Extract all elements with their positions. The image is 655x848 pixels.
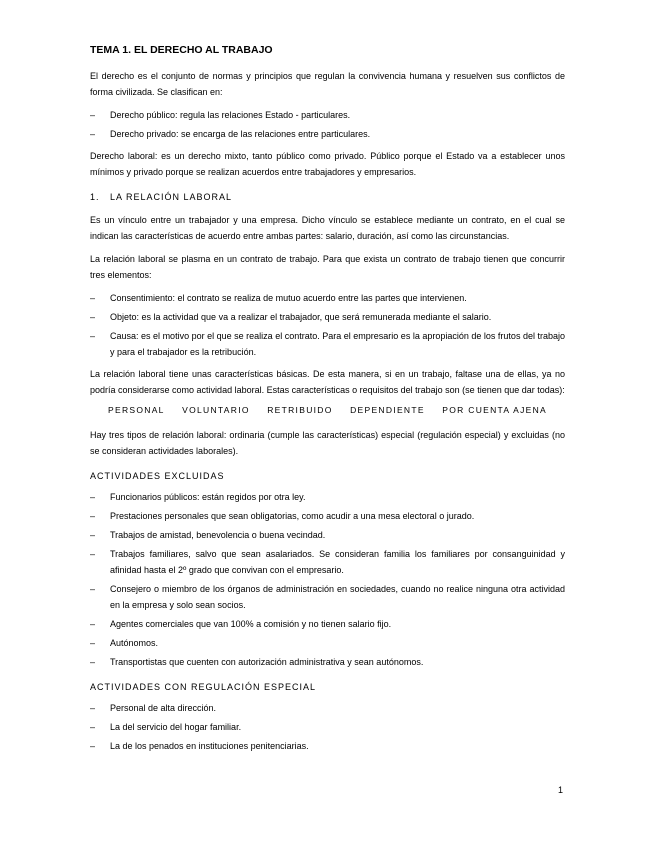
elements-list — [90, 290, 565, 360]
list-item: – Agentes comerciales que van 100% a comisión y no tienen salario fijo. — [90, 616, 565, 632]
list-item: – Personal de alta dirección. — [90, 700, 565, 716]
document-page — [90, 44, 565, 760]
intro-paragraph: El derecho es el conjunto de normas y principios que regulan la convivencia humana y resuelven sus conflictos de forma civilizada. Se clasifican en: — [90, 71, 565, 97]
list-item: – Causa: es el motivo por el que se realiza el contrato. Para el empresario es la apropiación de los frutos del trabajo y para el trabajador es la retribución. — [90, 328, 565, 360]
list-item: – La de los penados en instituciones penitenciarias. — [90, 738, 565, 754]
special-heading: ACTIVIDADES CON REGULACIÓN ESPECIAL — [90, 682, 317, 692]
section-number: 1. — [90, 192, 100, 202]
characteristics-row — [90, 405, 565, 415]
relation-paragraph-1: Es un vínculo entre un trabajador y una empresa. Dicho vínculo se establece mediante un contrato, en el cual se indican las características de acuerdo entre ambas partes: salario, duración, así como las circunstancias. — [90, 215, 565, 241]
list-item: – Objeto: es la actividad que va a realizar el trabajador, que será remunerada mediante el salario. — [90, 309, 565, 325]
list-item: – Consejero o miembro de los órganos de administración en sociedades, cuando no realice ninguna otra actividad en la empresa y solo sean socios. — [90, 581, 565, 613]
section-heading — [90, 192, 565, 202]
list-item: – Trabajos familiares, salvo que sean asalariados. Se consideran familia los familiares por consanguinidad y afinidad hasta el 2º grado que convivan con el empresario. — [90, 546, 565, 578]
law-types-list — [90, 107, 565, 142]
characteristic-item: DEPENDIENTE — [350, 405, 425, 415]
list-item: – Derecho público: regula las relaciones Estado - particulares. — [90, 107, 565, 123]
relation-paragraph-3: La relación laboral tiene unas características básicas. De esta manera, si en un trabajo, faltase una de ellas, ya no podría considerarse como actividad laboral. Estas características o requisitos del trabajo son (se tienen que dar todas): — [90, 369, 565, 395]
list-item: – Transportistas que cuenten con autorización administrativa y sean autónomos. — [90, 654, 565, 670]
characteristic-item: VOLUNTARIO — [182, 405, 250, 415]
excluded-heading: ACTIVIDADES EXCLUIDAS — [90, 471, 225, 481]
labor-law-paragraph: Derecho laboral: es un derecho mixto, tanto público como privado. Público porque el Estado va a establecer unos mínimos y privado porque se realizan acuerdos entre trabajadores y empresarios. — [90, 151, 565, 177]
section-title: LA RELACIÓN LABORAL — [110, 192, 233, 202]
list-item: – Funcionarios públicos: están regidos por otra ley. — [90, 489, 565, 505]
characteristic-item: POR CUENTA AJENA — [442, 405, 547, 415]
special-list — [90, 700, 565, 754]
page-number: 1 — [558, 785, 564, 795]
excluded-list — [90, 489, 565, 670]
list-item: – Autónomos. — [90, 635, 565, 651]
list-item: – Consentimiento: el contrato se realiza de mutuo acuerdo entre las partes que intervienen. — [90, 290, 565, 306]
document-title: TEMA 1. EL DERECHO AL TRABAJO — [90, 44, 273, 56]
relation-paragraph-2: La relación laboral se plasma en un contrato de trabajo. Para que exista un contrato de trabajo tienen que concurrir tres elementos: — [90, 254, 565, 280]
list-item: – Trabajos de amistad, benevolencia o buena vecindad. — [90, 527, 565, 543]
list-item: – La del servicio del hogar familiar. — [90, 719, 565, 735]
characteristic-item: PERSONAL — [108, 405, 165, 415]
list-item: – Prestaciones personales que sean obligatorias, como acudir a una mesa electoral o jurado. — [90, 508, 565, 524]
list-item: – Derecho privado: se encarga de las relaciones entre particulares. — [90, 126, 565, 142]
characteristic-item: RETRIBUIDO — [267, 405, 333, 415]
relation-paragraph-4: Hay tres tipos de relación laboral: ordinaria (cumple las características) especial (regulación especial) y excluidas (no se consideran actividades laborales). — [90, 430, 565, 456]
